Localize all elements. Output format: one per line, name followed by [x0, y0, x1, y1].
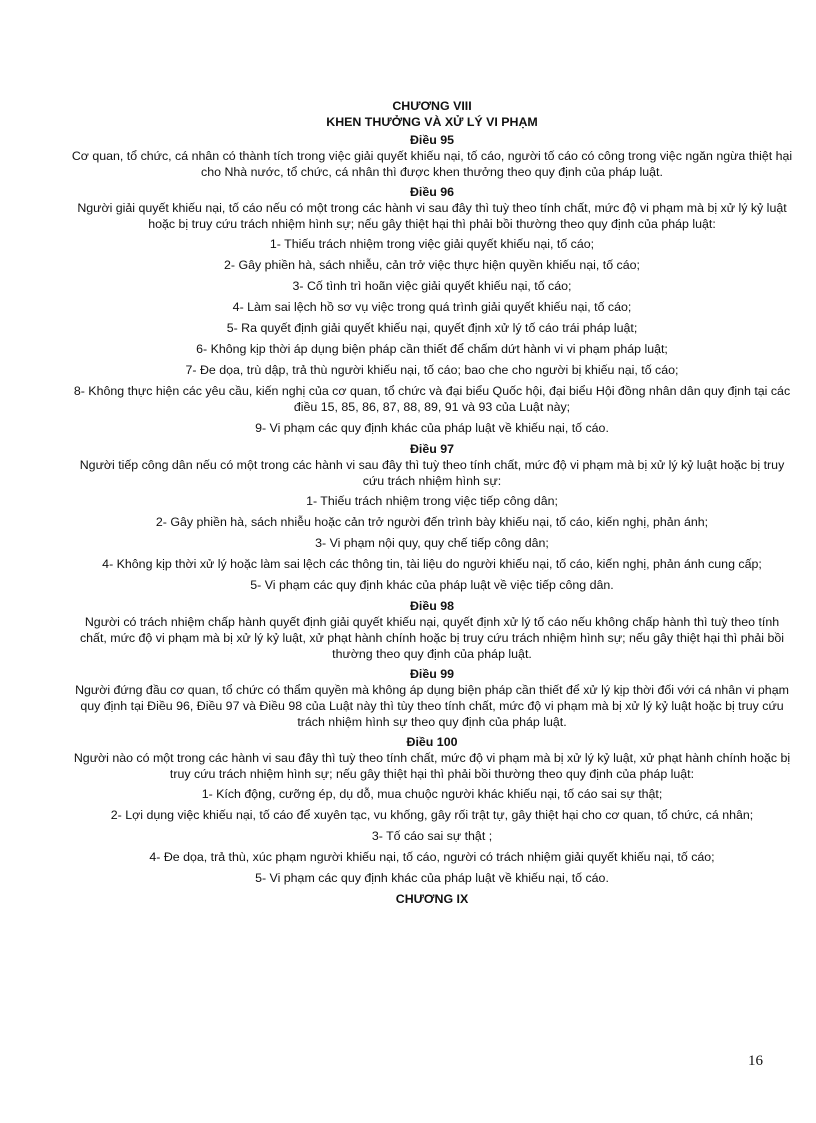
article-100-item: 3- Tố cáo sai sự thật ; — [371, 829, 493, 843]
article-95-body: Cơ quan, tổ chức, cá nhân có thành tích trong việc giải quyết khiếu nại, tố cáo, người tố cáo có công trong việc ngăn ngừa thiệt hại cho Nhà nước, tổ chức, cá nhân thì được khen thưởng theo quy định của pháp luật. — [71, 149, 793, 179]
article-96-item: 7- Đe dọa, trù dập, trả thù người khiếu nại, tố cáo; bao che cho người bị khiếu nại, tố cáo; — [185, 363, 679, 377]
article-97-item: 2- Gây phiền hà, sách nhiễu hoặc cản trở người đến trình bày khiếu nại, tố cáo, kiến nghị, phản ánh; — [155, 515, 709, 529]
article-100-item: 1- Kích động, cưỡng ép, dụ dỗ, mua chuộc người khác khiếu nại, tố cáo sai sự thật; — [201, 787, 663, 801]
article-100-title: Điều 100 — [406, 735, 458, 749]
article-98-body: Người có trách nhiệm chấp hành quyết định giải quyết khiếu nại, quyết định xử lý tố cáo nếu không chấp hành thì tuỳ theo tính chất, mức độ vi phạm mà bị xử lý kỷ luật, xử phạt hành chính hoặc bị truy cứu trách nhiệm hình sự; nếu gây thiệt hại thì phải bồi thường theo quy định của pháp luật. — [79, 615, 785, 661]
article-96-item: 3- Cố tình trì hoãn việc giải quyết khiếu nại, tố cáo; — [292, 279, 572, 293]
article-95-title: Điều 95 — [409, 133, 455, 147]
article-100-item: 2- Lợi dụng việc khiếu nại, tố cáo để xuyên tạc, vu khống, gây rối trật tự, gây thiệt hại cho cơ quan, tổ chức, cá nhân; — [110, 808, 754, 822]
article-97-title: Điều 97 — [409, 442, 455, 456]
article-96-item: 5- Ra quyết định giải quyết khiếu nại, quyết định xử lý tố cáo trái pháp luật; — [226, 321, 638, 335]
article-100-intro: Người nào có một trong các hành vi sau đây thì tuỳ theo tính chất, mức độ vi phạm mà bị xử lý kỷ luật, xử phạt hành chính hoặc bị truy cứu trách nhiệm hình sự; nếu gây thiệt hại thì phải bồi thường theo quy định của pháp luật: — [73, 751, 791, 781]
article-97-item: 4- Không kịp thời xử lý hoặc làm sai lệch các thông tin, tài liệu do người khiếu nại, tố cáo, kiến nghị, phản ánh cung cấp; — [102, 557, 762, 571]
article-96-item: 1- Thiếu trách nhiệm trong việc giải quyết khiếu nại, tố cáo; — [269, 237, 595, 251]
chapter-9-title: CHƯƠNG IX — [395, 892, 469, 906]
chapter-8-subtitle: KHEN THƯỞNG VÀ XỬ LÝ VI PHẠM — [326, 115, 538, 129]
article-97-item: 3- Vi phạm nội quy, quy chế tiếp công dân; — [315, 536, 549, 550]
article-97-item: 1- Thiếu trách nhiệm trong việc tiếp công dân; — [306, 494, 558, 508]
article-96-item: 6- Không kịp thời áp dụng biện pháp cần thiết để chấm dứt hành vi vi phạm pháp luật; — [196, 342, 668, 356]
article-99-body: Người đứng đầu cơ quan, tổ chức có thẩm quyền mà không áp dụng biện pháp cần thiết để xử lý kịp thời đối với cá nhân vi phạm quy định tại Điều 96, Điều 97 và Điều 98 của Luật này thì tùy theo tính chất, mức độ vi phạm mà bị xử lý kỷ luật hoặc bị truy cứu trách nhiệm hình sự theo quy định của pháp luật. — [75, 683, 789, 729]
article-96-item: 4- Làm sai lệch hồ sơ vụ việc trong quá trình giải quyết khiếu nại, tố cáo; — [232, 300, 632, 314]
article-97-intro: Người tiếp công dân nếu có một trong các hành vi sau đây thì tuỳ theo tính chất, mức độ vi phạm mà bị xử lý kỷ luật hoặc bị truy cứu trách nhiệm hình sự: — [79, 458, 785, 488]
chapter-8-title: CHƯƠNG VIII — [392, 99, 472, 113]
article-100-item: 5- Vi phạm các quy định khác của pháp luật về khiếu nại, tố cáo. — [255, 871, 609, 885]
article-96-item: 9- Vi phạm các quy định khác của pháp luật về khiếu nại, tố cáo. — [255, 421, 609, 435]
article-96-item: 8- Không thực hiện các yêu cầu, kiến nghị của cơ quan, tổ chức và đại biểu Quốc hội, đại biểu Hội đồng nhân dân quy định tại các điều 15, 85, 86, 87, 88, 89, 91 và 93 của Luật này; — [73, 384, 791, 414]
page-number: 16 — [748, 1053, 763, 1069]
article-97-item: 5- Vi phạm các quy định khác của pháp luật về việc tiếp công dân. — [250, 578, 614, 592]
article-96-intro: Người giải quyết khiếu nại, tố cáo nếu có một trong các hành vi sau đây thì tuỳ theo tính chất, mức độ vi phạm mà bị xử lý kỷ luật hoặc bị truy cứu trách nhiệm hình sự; nếu gây thiệt hại thì phải bồi thường theo quy định của pháp luật: — [77, 201, 787, 231]
article-100-item: 4- Đe dọa, trả thù, xúc phạm người khiếu nại, tố cáo, người có trách nhiệm giải quyết khiếu nại, tố cáo; — [149, 850, 715, 864]
article-98-title: Điều 98 — [409, 599, 455, 613]
article-96-title: Điều 96 — [409, 185, 455, 199]
article-99-title: Điều 99 — [409, 667, 455, 681]
document-page — [70, 98, 794, 907]
article-96-item: 2- Gây phiền hà, sách nhiễu, cản trở việc thực hiện quyền khiếu nại, tố cáo; — [224, 258, 640, 272]
